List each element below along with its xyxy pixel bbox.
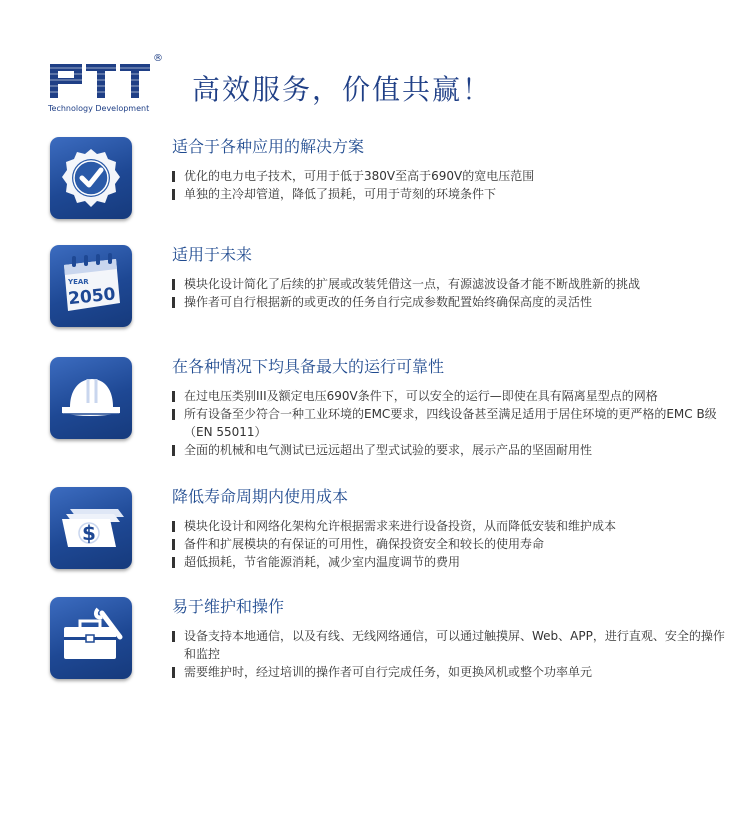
bullet-item: 优化的电力电子技术，可用于低于380V至高于690V的宽电压范围 xyxy=(172,167,732,185)
section-title: 适用于未来 xyxy=(172,245,253,264)
bullet-item: 单独的主冷却管道，降低了损耗，可用于苛刻的环境条件下 xyxy=(172,185,732,203)
page-title: 高效服务，价值共赢！ xyxy=(192,73,493,106)
bullet-item: 全面的机械和电气测试已远远超出了型式试验的要求，展示产品的坚固耐用性 xyxy=(172,441,732,459)
bullet-item: 操作者可自行根据新的或更改的任务自行完成参数配置始终确保高度的灵活性 xyxy=(172,293,732,311)
logo-subtitle: Technology Development xyxy=(48,104,150,113)
bullet-list xyxy=(172,627,732,681)
bullet-item: 需要维护时，经过培训的操作者可自行完成任务，如更换风机或整个功率单元 xyxy=(172,663,732,681)
header xyxy=(48,54,728,124)
dollar-sign: $ xyxy=(82,521,96,545)
bullet-item: 超低损耗，节省能源消耗，减少室内温度调节的费用 xyxy=(172,553,732,571)
bullet-item: 设备支持本地通信，以及有线、无线网络通信，可以通过触摸屏、Web、APP，进行直观、安全的操作和监控 xyxy=(172,627,732,663)
bullet-list xyxy=(172,275,732,311)
calendar-year-value: 2050 xyxy=(67,284,117,310)
bullet-item: 在过电压类别III及额定电压690V条件下，可以安全的运行—即使在具有隔离星型点的网格 xyxy=(172,387,732,405)
hard-hat-icon xyxy=(50,357,132,439)
section-title: 在各种情况下均具备最大的运行可靠性 xyxy=(172,357,445,376)
bullet-list xyxy=(172,167,732,203)
bullet-item: 模块化设计简化了后续的扩展或改装凭借这一点，有源滤波设备才能不断战胜新的挑战 xyxy=(172,275,732,293)
bullet-list xyxy=(172,387,732,459)
calendar-icon xyxy=(50,245,132,327)
section-title: 降低寿命周期内使用成本 xyxy=(172,487,349,506)
toolbox-icon xyxy=(50,597,132,679)
registered-mark: ® xyxy=(153,53,163,64)
bullet-list xyxy=(172,517,732,571)
ptt-logo-mark xyxy=(48,60,152,100)
section-title: 易于维护和操作 xyxy=(172,597,285,616)
section-title: 适合于各种应用的解决方案 xyxy=(172,137,365,156)
bullet-item: 所有设备至少符合一种工业环境的EMC要求，四线设备甚至满足适用于居住环境的更严格的EMC B级（EN 55011） xyxy=(172,405,732,441)
money-icon xyxy=(50,487,132,569)
bullet-item: 备件和扩展模块的有保证的可用性，确保投资安全和较长的使用寿命 xyxy=(172,535,732,553)
ptt-logo xyxy=(48,53,163,118)
calendar-year-label: YEAR xyxy=(68,278,89,286)
bullet-item: 模块化设计和网络化架构允许根据需求来进行设备投资，从而降低安装和维护成本 xyxy=(172,517,732,535)
checkmark-badge-icon xyxy=(50,137,132,219)
